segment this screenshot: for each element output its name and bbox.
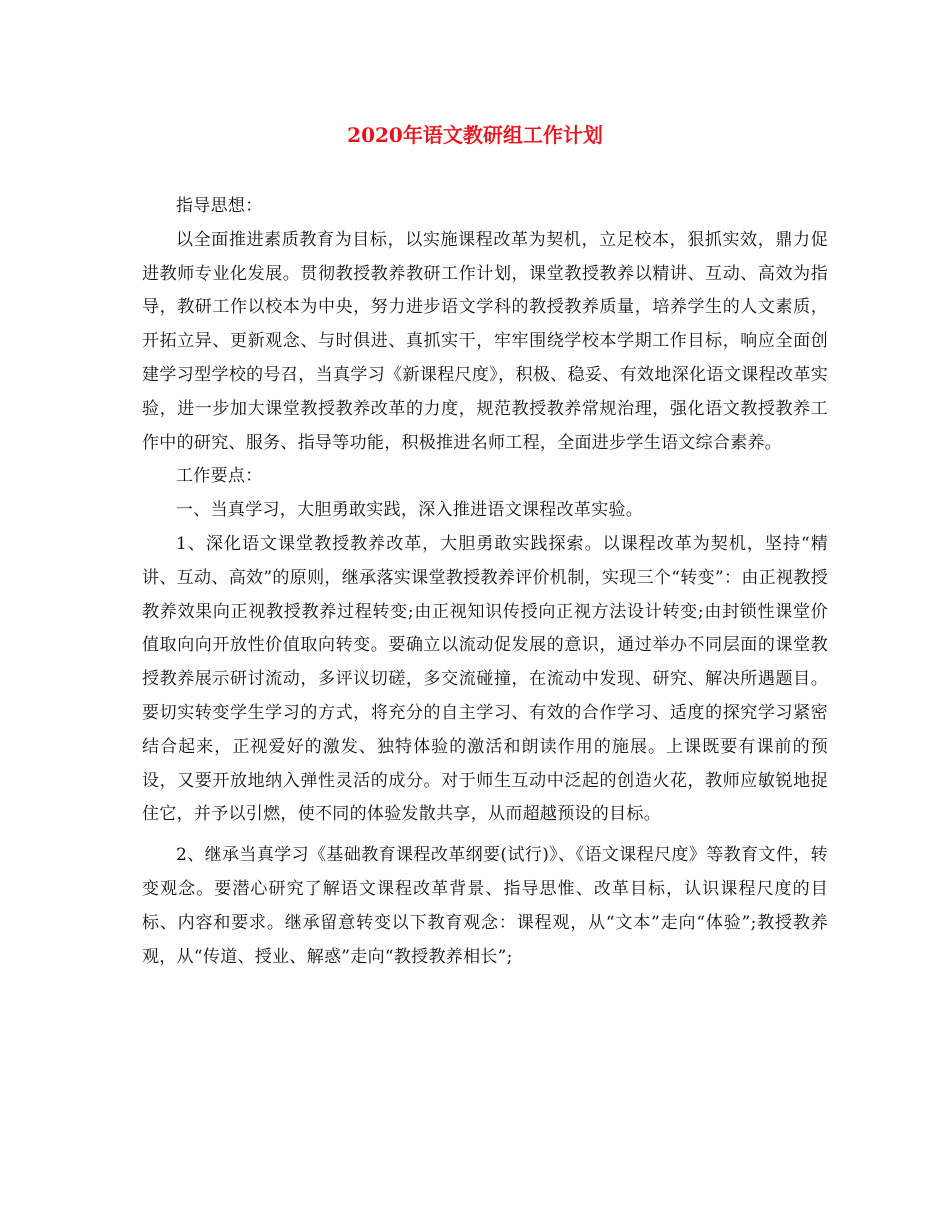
paragraph-item-2: 2、继承当真学习《基础教育课程改革纲要(试行)》、《语文课程尺度》等教育文件，转变观念。要潜心研究了解语文课程改革背景、指导思惟、改革目标，认识课程尺度的目标、内容和要求。继承留意转变以下教育观念：课程观，从“文本”走向“体验”;教授教养观，从“传道、授业、解惑”走向“教授教养相长”; bbox=[142, 845, 828, 967]
paragraph-guiding-thought: 以全面推进素质教育为目标，以实施课程改革为契机，立足校本，狠抓实效，鼎力促进教师专业化发展。贯彻教授教养教研工作计划，课堂教授教养以精讲、互动、高效为指导，教研工作以校本为中央，努力进步语文学科的教授教养质量，培养学生的人文素质，开拓立异、更新观念、与时俱进、真抓实干，牢牢围绕学校本学期工作目标，响应全面创建学习型学校的号召，当真学习《新课程尺度》，积极、稳妥、有效地深化语文课程改革实验，进一步加大课堂教授教养改革的力度，规范教授教养常规治理，强化语文教授教养工作中的研究、服务、指导等功能，积极推进名师工程，全面进步学生语文综合素养。 bbox=[142, 229, 828, 453]
paragraph-item-1: 1、深化语文课堂教授教养改革，大胆勇敢实践探索。以课程改革为契机，坚持“精讲、互动、高效”的原则，继承落实课堂教授教养评价机制，实现三个“转变”：由正视教授教养效果向正视教授教养过程转变;由正视知识传授向正视方法设计转变;由封锁性课堂价值取向向开放性价值取向转变。要确立以流动促发展的意识，通过举办不同层面的课堂教授教养展示研讨流动，多评议切磋，多交流碰撞，在流动中发现、研究、解决所遇题目。要切实转变学生学习的方式，将充分的自主学习、有效的合作学习、适度的探究学习紧密结合起来，正视爱好的激发、独特体验的激活和朗读作用的施展。上课既要有课前的预设，又要开放地纳入弹性灵活的成分。对于师生互动中泛起的创造火花，教师应敏锐地捉住它，并予以引燃，使不同的体验发散共享，从而超越预设的目标。 bbox=[142, 533, 828, 825]
document-title: 2020年语文教研组工作计划 bbox=[347, 123, 603, 147]
paragraph-point-one: 一、当真学习，大胆勇敢实践，深入推进语文课程改革实验。 bbox=[176, 500, 644, 521]
document-body bbox=[142, 190, 828, 974]
section-heading-work-points: 工作要点： bbox=[176, 466, 263, 487]
section-heading-guiding-thought: 指导思想： bbox=[176, 196, 263, 216]
